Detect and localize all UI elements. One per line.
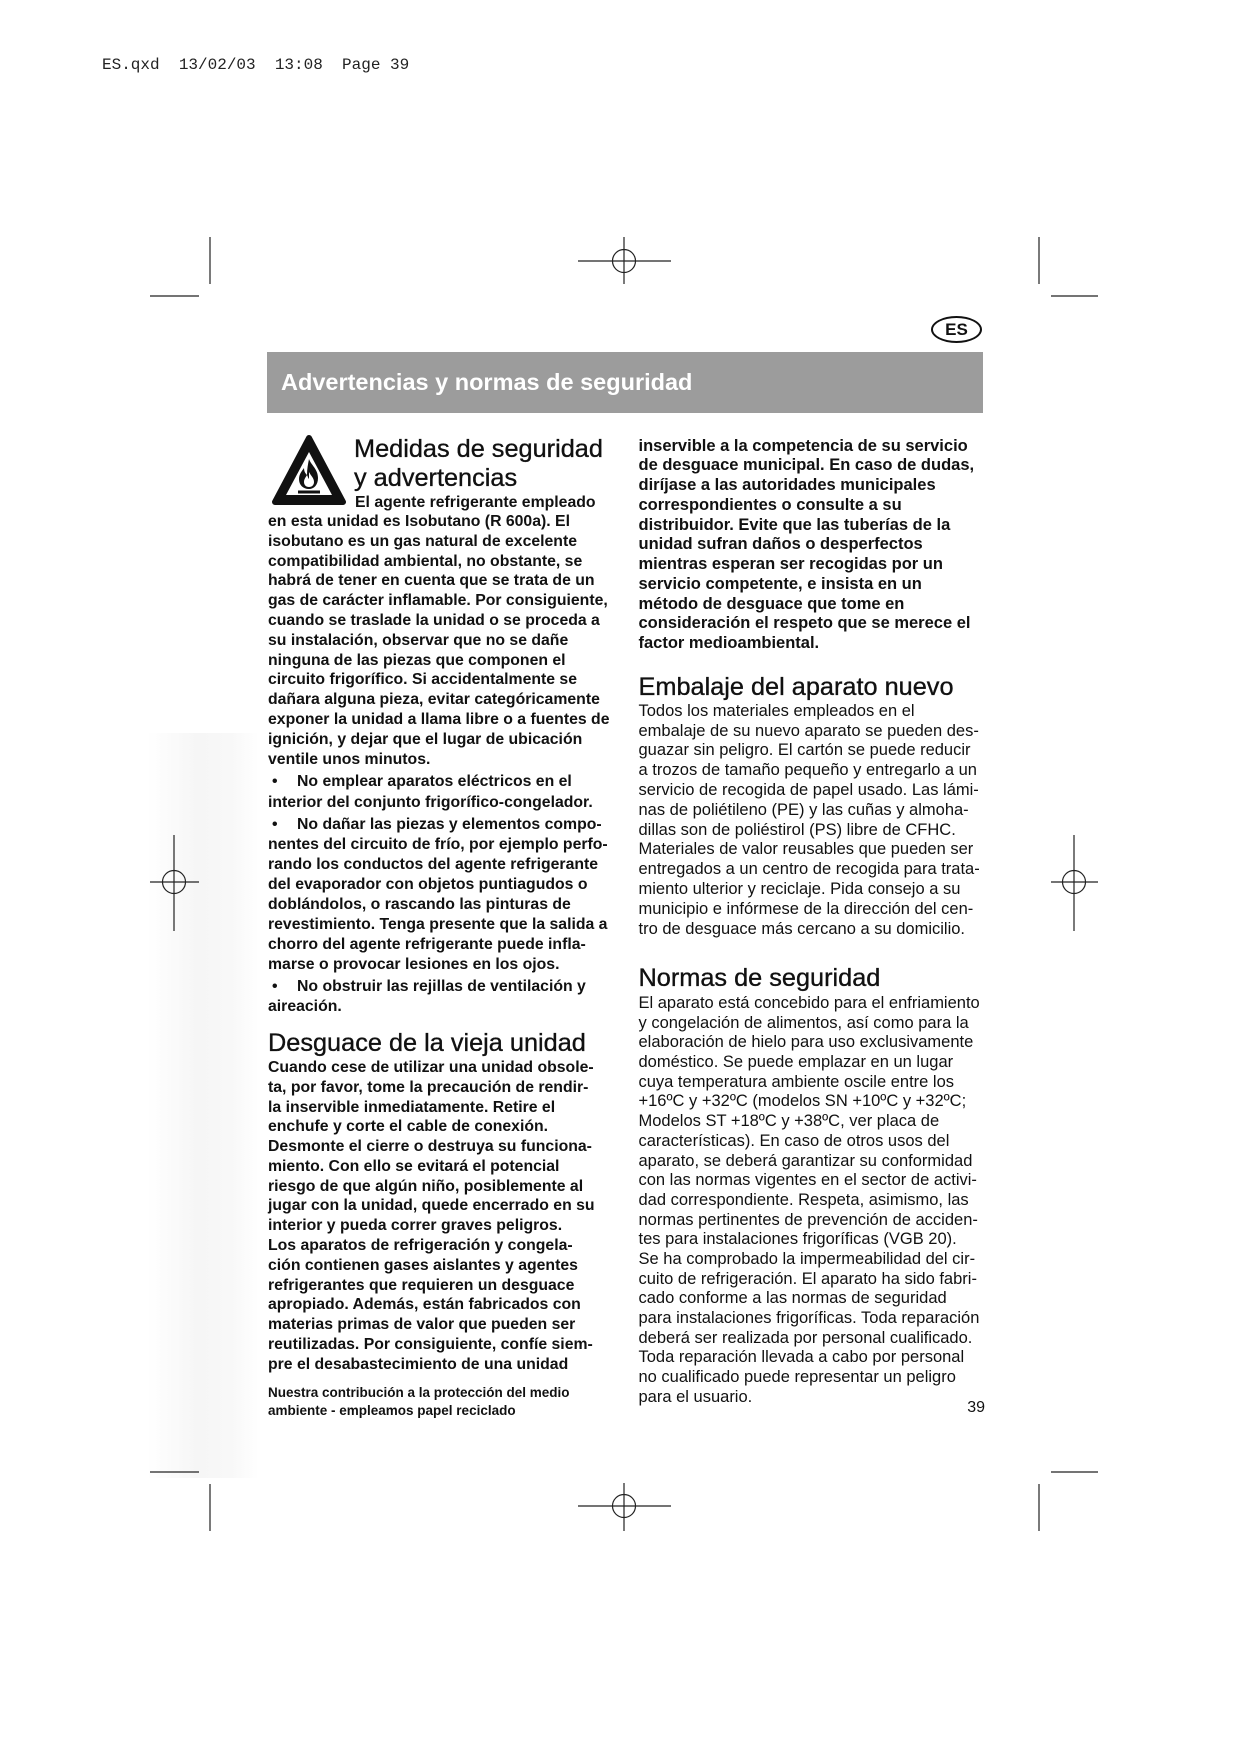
text-line: miento ulterior y reciclaje. Pida consejo a su (638, 879, 961, 898)
text-line: guazar sin peligro. El cartón se puede reducir (638, 741, 971, 760)
text-line: cuya temperatura ambiente oscile entre los (638, 1072, 954, 1091)
text-line: servicio de recogida de papel usado. Las lámi- (638, 780, 979, 799)
text-line: municipio e infórmese de la dirección del cen- (638, 899, 974, 918)
text-line: Nuestra contribución a la protección del medio (268, 1385, 570, 1400)
text-line: dañara alguna pieza, evitar categóricamente (268, 691, 600, 709)
crop-mark-bottom-right (1039, 1472, 1098, 1531)
safety-paragraph (268, 512, 609, 769)
text-line: de desguace municipal. En caso de dudas, (638, 456, 975, 475)
text-line: factor medioambiental. (638, 634, 820, 653)
registration-mark-right (1051, 835, 1098, 931)
text-line: ambiente - empleamos papel reciclado (268, 1403, 516, 1418)
text-line: no cualificado puede representar un peligro (638, 1368, 956, 1387)
disposal-paragraph (268, 1058, 595, 1375)
text-line: circuito frigorífico. Si accidentalmente se (268, 671, 578, 689)
scan-shadow (147, 733, 259, 1478)
text-line: la inservible inmediatamente. Retire el (268, 1098, 556, 1116)
registration-mark-bottom (578, 1483, 671, 1531)
text-line: cuando se traslade la unidad o se proceda a (268, 611, 600, 629)
crop-mark-bottom-left (150, 1472, 210, 1531)
text-line: tes para instalaciones frigoríficas (VGB 20). (638, 1230, 957, 1249)
text-line: ventile unos minutos. (268, 750, 431, 768)
text-line: doblándolos, o rascando las pinturas de (268, 895, 571, 913)
text-line: marse o provocar lesiones en los ojos. (268, 955, 560, 973)
text-line: cuito de refrigeración. El aparato ha sido fabri- (638, 1269, 977, 1288)
text-line: ninguna de las piezas que componen el (268, 651, 566, 669)
text-line: y congelación de alimentos, así como para la (638, 1013, 969, 1032)
heading-safety-measures (354, 435, 603, 493)
text-line: distribuidor. Evite que las tuberías de la (638, 515, 951, 534)
text-line: Cuando cese de utilizar una unidad obsole- (268, 1059, 594, 1076)
text-line: a trozos de tamaño pequeño y entregarlo a un (638, 761, 977, 780)
text-line: • No dañar las piezas y elementos compo- (268, 815, 608, 835)
flammable-warning-icon (271, 432, 347, 508)
text-line: Toda reparación llevada a cabo por personal (638, 1348, 965, 1367)
text-line: apropiado. Además, están fabricados con (268, 1296, 581, 1314)
text-line: método de desguace que tome en (638, 594, 905, 613)
text-line: del evaporador con objetos puntiagudos o (268, 875, 588, 893)
text-line: Modelos ST +18ºC y +38ºC, ver placa de (638, 1112, 940, 1131)
text-line: en esta unidad es Isobutano (R 600a). El (268, 513, 570, 530)
text-line: compatibilidad ambiental, no obstante, se (268, 552, 583, 570)
text-line: inservible a la competencia de su servicio (638, 436, 968, 455)
text-line: características). En caso de otros usos del (638, 1131, 950, 1150)
text-line: Los aparatos de refrigeración y congela- (268, 1237, 573, 1255)
text-line: para instalaciones frigoríficas. Toda reparación (638, 1309, 980, 1327)
text-line: tro de desguace más cercano a su domicilio. (638, 919, 966, 938)
text-line: +16ºC y +32ºC (modelos SN +10ºC y +32ºC; (638, 1092, 967, 1111)
crop-mark-top-left (150, 237, 210, 296)
text-line: riesgo de que algún niño, posiblemente al (268, 1177, 584, 1195)
text-line: gas de carácter inflamable. Por consiguiente, (268, 592, 608, 610)
text-line: interior del conjunto frigorífico-congelador. (268, 794, 593, 811)
page-number: 39 (967, 1399, 985, 1416)
text-line: interior y pueda correr graves peligros. (268, 1217, 563, 1235)
bullet-item (268, 977, 586, 1018)
text-line: • No emplear aparatos eléctricos en el (268, 771, 593, 792)
text-line: pre el desabastecimiento de una unidad (268, 1355, 569, 1373)
text-line: Materiales de valor reusables que pueden ser (638, 840, 974, 859)
text-line: ción contienen gases aislantes y agentes (268, 1256, 578, 1274)
text-line: nas de poliétileno (PE) y las cuñas y almoha- (638, 800, 969, 819)
text-line: Se ha comprobado la impermeabilidad del cir- (638, 1249, 976, 1268)
text-line: su instalación, observar que no se dañe (268, 631, 569, 649)
heading-safety-rules: Normas de seguridad (638, 963, 881, 992)
text-line: revestimiento. Tenga presente que la salida a (268, 915, 608, 933)
text-line: habrá de tener en cuenta que se trata de un (268, 572, 595, 590)
text-line: deberá ser realizada por personal cualificado. (638, 1328, 973, 1347)
text-line: para el usuario. (638, 1387, 753, 1406)
disposal-paragraph-continued (639, 437, 975, 654)
text-line: jugar con la unidad, quede encerrado en su (268, 1197, 595, 1215)
text-line: mientras esperan ser recogidas por un (638, 555, 943, 574)
text-line: dad correspondiente. Respeta, asimismo, las (638, 1190, 969, 1209)
bullet-item (268, 815, 608, 975)
text-line: con las normas vigentes en el sector de activi- (638, 1171, 977, 1190)
text-line: normas pertinentes de prevención de acciden- (638, 1210, 978, 1229)
heading-disposal: Desguace de la vieja unidad (268, 1029, 586, 1057)
text-line: ignición, y dejar que el lugar de ubicación (268, 730, 583, 748)
text-line: embalaje de su nuevo aparato se pueden des- (638, 721, 979, 740)
text-line: materias primas de valor que pueden ser (268, 1316, 576, 1334)
text-line: exponer la unidad a llama libre o a fuentes de (268, 710, 610, 728)
text-line: aireación. (268, 998, 342, 1016)
text-line: elaboración de hielo para uso exclusivamente (638, 1033, 974, 1052)
text-line: Desmonte el cierre o destruya su funciona- (268, 1138, 592, 1156)
text-line: Todos los materiales empleados en el (638, 701, 915, 720)
text-line: isobutano es un gas natural de excelente (268, 532, 578, 550)
text-line: rando los conductos del agente refrigerante (268, 855, 599, 873)
text-line: correspondientes o consulte a su (638, 495, 902, 514)
text-line: • No obstruir las rejillas de ventilación y (268, 977, 586, 997)
text-line: aparato, se deberá garantizar su conformidad (638, 1151, 973, 1170)
language-badge: ES (931, 316, 982, 343)
text-line: consideración el respeto que se merece el (638, 614, 971, 633)
heading-line: Medidas de seguridad (354, 434, 603, 463)
text-line: dillas son de poliéstirol (PS) libre de CFHC. (638, 820, 956, 839)
text-line: doméstico. Se puede emplazar en un lugar (638, 1053, 954, 1072)
text-line: reutilizadas. Por consiguiente, confíe siem- (268, 1335, 593, 1353)
crop-mark-top-right (1039, 237, 1098, 296)
text-line: entregados a un centro de recogida para trata- (638, 860, 980, 879)
safety-lead-line: El agente refrigerante empleado (355, 494, 596, 511)
recycled-paper-note (268, 1384, 570, 1420)
file-slug: ES.qxd 13/02/03 13:08 Page 39 (102, 56, 410, 74)
registration-mark-top (578, 237, 671, 284)
text-line: El aparato está concebido para el enfriamiento (638, 994, 980, 1012)
text-line: diríjase a las autoridades municipales (638, 476, 936, 495)
text-line: nentes del circuito de frío, por ejemplo perfo- (268, 835, 608, 853)
text-line: unidad sufran daños o desperfectos (638, 535, 923, 554)
heading-line: y advertencias (354, 463, 518, 492)
safety-rules-paragraph (639, 994, 980, 1407)
text-line: enchufe y corte el cable de conexión. (268, 1118, 549, 1136)
section-header-bar (267, 352, 983, 413)
text-line: chorro del agente refrigerante puede infla- (268, 935, 586, 953)
heading-packaging: Embalaje del aparato nuevo (638, 672, 954, 701)
text-line: cado conforme a las normas de seguridad (638, 1289, 947, 1308)
packaging-paragraph (639, 702, 980, 940)
section-title: Advertencias y normas de seguridad (281, 369, 693, 395)
text-line: servicio competente, e insista en un (638, 574, 922, 593)
bullet-item (268, 771, 593, 813)
text-line: miento. Con ello se evitará el potencial (268, 1157, 560, 1175)
text-line: ta, por favor, tome la precaución de rendir- (268, 1078, 589, 1096)
text-line: refrigerantes que requieren un desguace (268, 1276, 575, 1294)
